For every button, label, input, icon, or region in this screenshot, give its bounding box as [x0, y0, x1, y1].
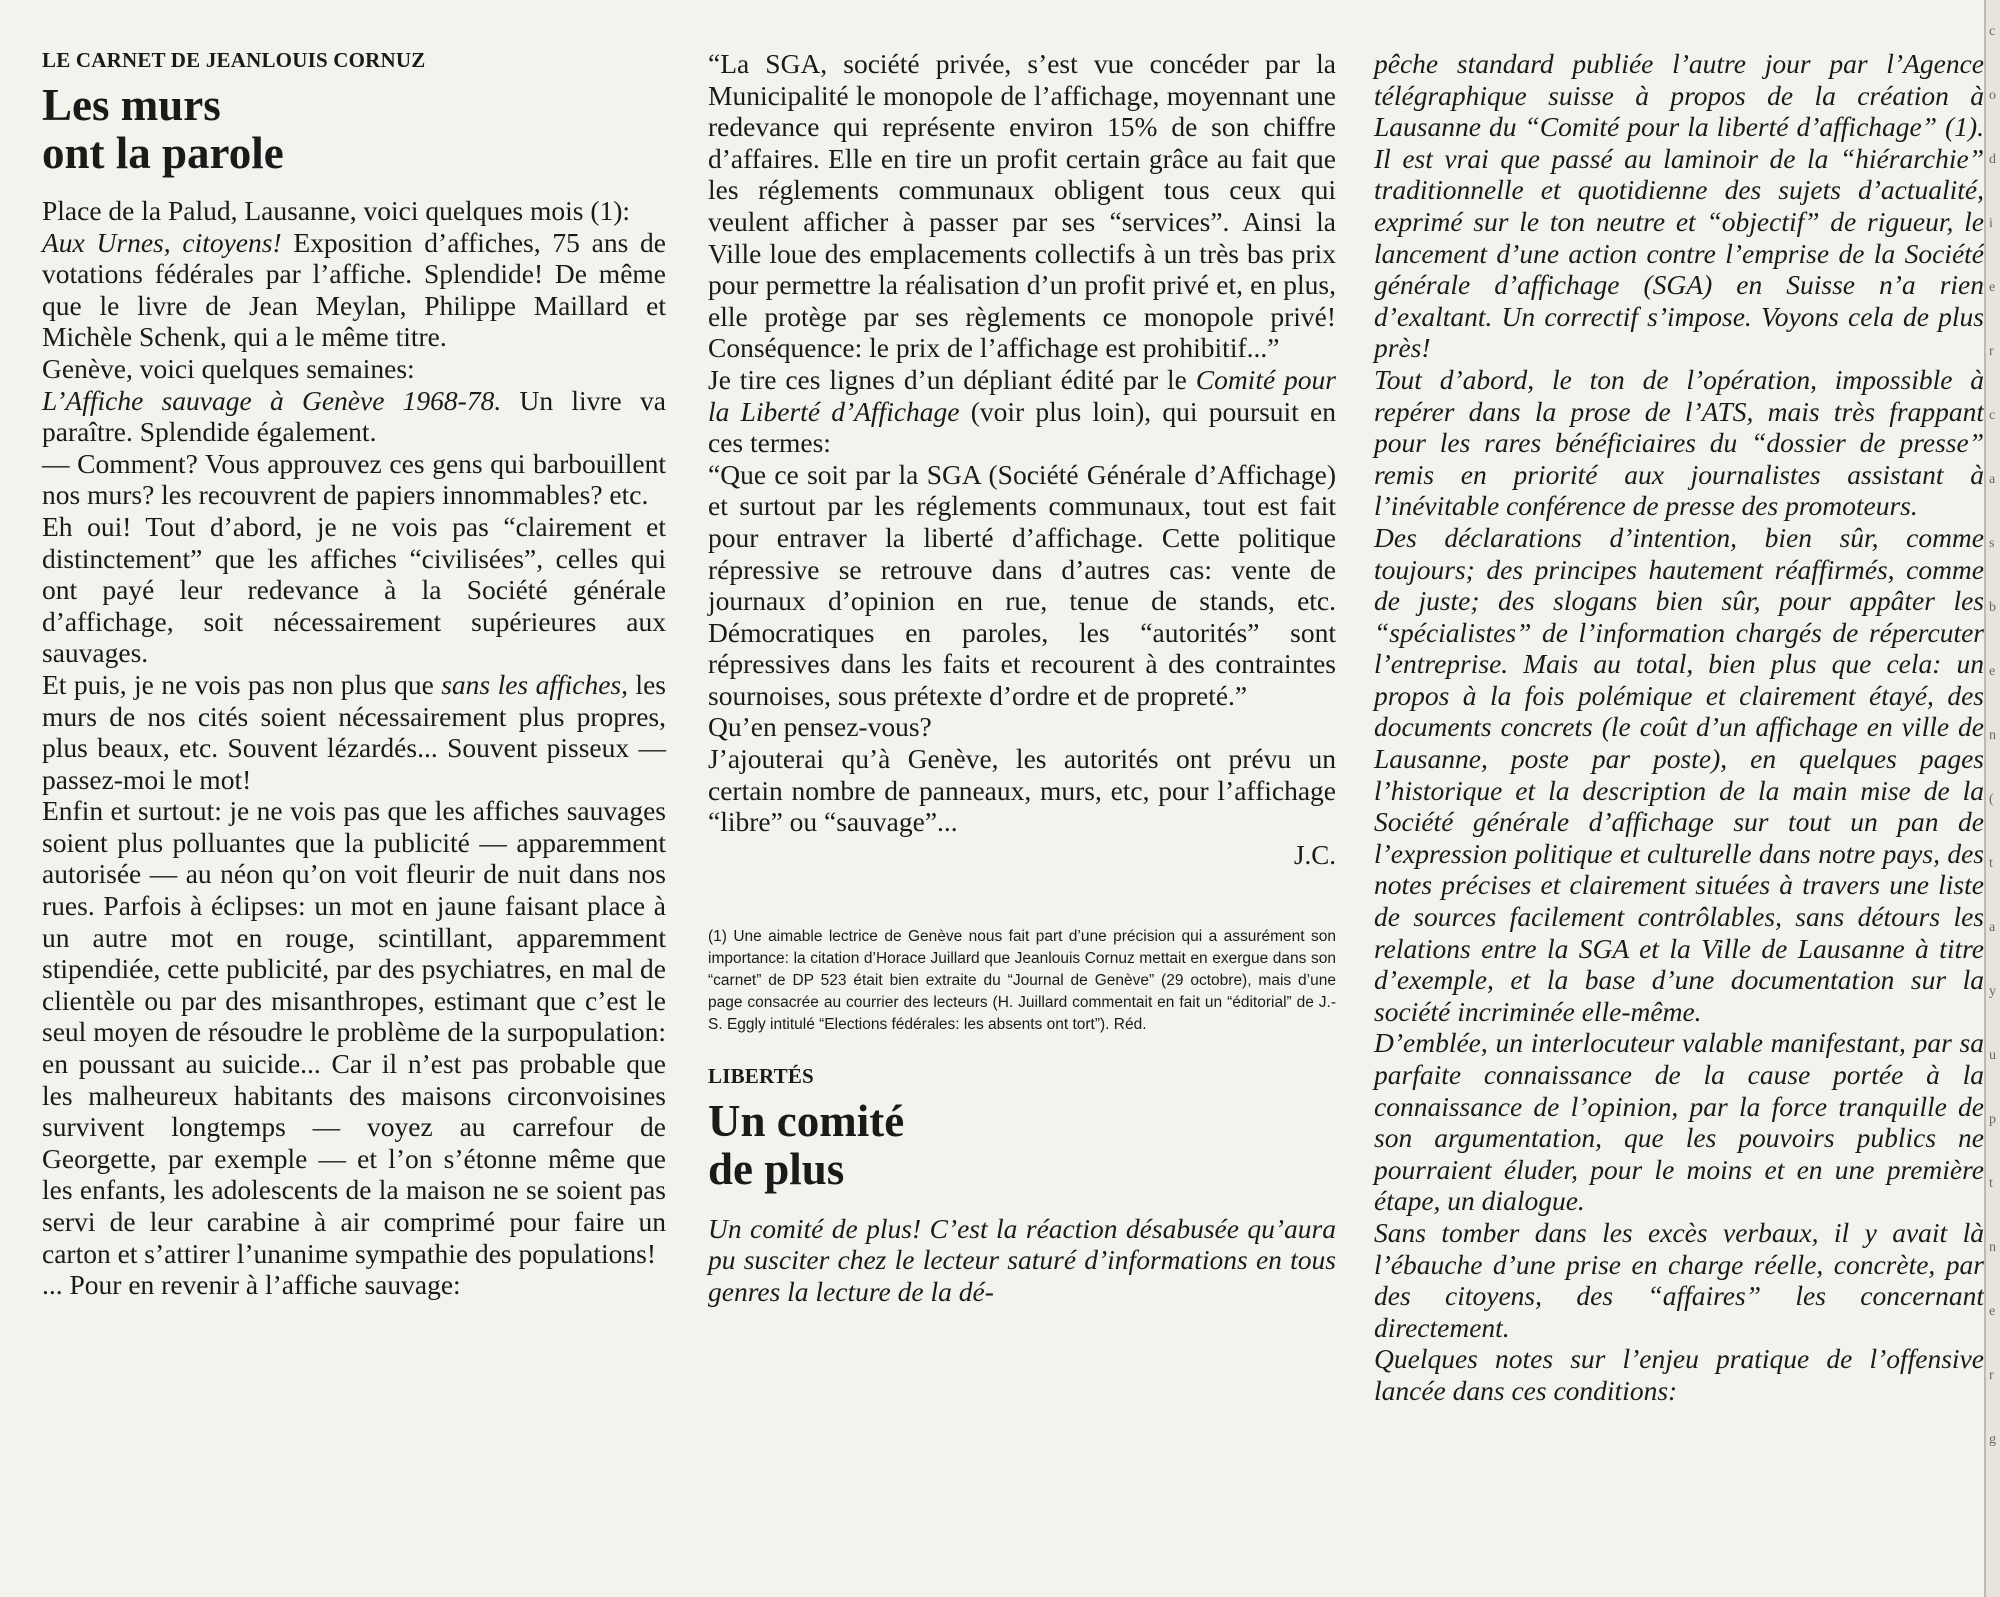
edge-mark: e: [1989, 280, 1996, 295]
edge-mark: (: [1989, 792, 1994, 807]
edge-mark: t: [1989, 856, 1993, 871]
edge-mark: d: [1989, 152, 1996, 167]
edge-mark: u: [1989, 1048, 1996, 1063]
paragraph: “Que ce soit par la SGA (Société Générale d’Affichage) et surtout par les réglements communaux, tout est fait pour entraver la liberté d’affichage. Cette politique répressive se retrouve dans d’autres cas: vente de journaux d’opinion en rue, tenue de stands, etc. Démocratiques en paroles, les “autorités” sont répressives dans les faits et recourent à des contraintes sournoises, sous prétexte d’ordre et de propreté.”: [708, 458, 1336, 711]
paragraph: Sans tomber dans les excès verbaux, il y avait là l’ébauche d’une prise en charge réelle, concrète, par des citoyens, des “affaires” les concernant directement.: [1374, 1216, 1984, 1343]
edge-mark: r: [1989, 344, 1994, 359]
paragraph: “La SGA, société privée, s’est vue concéder par la Municipalité le monopole de l’affichage, moyennant une redevance qui représente environ 15% de son chiffre d’affaires. Elle en tire un profit certain grâce au fait que les réglements communaux obligent tous ceux qui veulent afficher à passer par ses “services”. Ainsi la Ville loue des emplacements collectifs à un très bas prix pour permettre la réalisation d’un profit privé et, en plus, elle protège par ses règlements ce monopole privé! Conséquence: le prix de l’affichage est prohibitif...”: [708, 48, 1336, 364]
edge-mark: i: [1989, 216, 1993, 231]
edge-mark: n: [1989, 728, 1996, 743]
edge-mark: a: [1989, 920, 1996, 935]
paragraph: Aux Urnes, citoyens! Exposition d’affiches, 75 ans de votations fédérales par l’affiche. Splendide! De même que le livre de Jean Meylan, Philippe Maillard et Michèle Schenk, qui a le même titre.: [42, 226, 666, 353]
article2-title-line2: de plus: [708, 1143, 845, 1194]
article2-lead: Un comité de plus! C’est la réaction désabusée qu’aura pu susciter chez le lecteur saturé d’informations en tous genres la lecture de la dé-: [708, 1212, 1336, 1308]
article1-title-line1: Les murs: [42, 80, 221, 130]
article2-kicker: LIBERTÉS: [708, 1063, 814, 1088]
article1-kicker: LE CARNET DE JEANLOUIS CORNUZ: [42, 48, 426, 72]
edge-mark: c: [1989, 24, 1996, 39]
edge-mark: y: [1989, 984, 1996, 999]
article1-title: [42, 81, 666, 177]
edge-mark: g: [1989, 1432, 1996, 1447]
footnote: (1) Une aimable lectrice de Genève nous fait part d’une précision qui a assurément son importance: la citation d’Horace Juillard que Jeanlouis Cornuz mettait en exergue dans son “carnet” de DP 523 était bien extraite du “Journal de Genève” (29 octobre), mais d’une page consacrée au courrier des lecteurs (H. Juillard commentait en fait un “éditorial” de J.-S. Eggly intitulé “Elections fédérales: les absents ont tort”). Réd.: [708, 927, 1336, 1033]
article2-title-line1: Un comité: [708, 1095, 905, 1146]
column-3: [1374, 48, 1984, 1407]
edge-mark: a: [1989, 472, 1996, 487]
signature: J.C.: [1293, 839, 1336, 870]
edge-mark: b: [1989, 600, 1996, 615]
article1-title-line2: ont la parole: [42, 128, 284, 178]
paragraph: Eh oui! Tout d’abord, je ne vois pas “clairement et distinctement” que les affiches “civilisées”, celles qui ont payé leur redevance à la Société générale d’affichage, soit nécessairement supérieures aux sauvages.: [42, 510, 666, 669]
column-1: [42, 48, 666, 1301]
page-edge: [1984, 0, 2000, 1597]
paragraph: Quelques notes sur l’enjeu pratique de l’offensive lancée dans ces conditions:: [1374, 1343, 1984, 1406]
edge-mark: r: [1989, 1368, 1994, 1383]
paragraph: — Comment? Vous approuvez ces gens qui barbouillent nos murs? les recouvrent de papiers innommables? etc.: [42, 447, 666, 511]
paragraph: pêche standard publiée l’autre jour par l’Agence télégraphique suisse à propos de la création à Lausanne du “Comité pour la liberté d’affichage” (1). Il est vrai que passé au laminoir de la “hiérarchie” traditionnelle et quotidienne des sujets d’actualité, exprimé sur le ton neutre et “objectif” de rigueur, le lancement d’une action contre l’emprise de la Société générale d’affichage (SGA) en Suisse n’a rien d’exaltant. Un correctif s’impose. Voyons cela de plus près!: [1374, 48, 1984, 364]
edge-mark: o: [1989, 88, 1996, 103]
edge-mark: p: [1989, 1112, 1996, 1127]
paragraph: Enfin et surtout: je ne vois pas que les affiches sauvages soient plus polluantes que la publicité — apparemment autorisée — au néon qu’on voit fleurir de nuit dans nos rues. Parfois à éclipses: un mot en jaune faisant place à un autre mot en rouge, scintillant, apparemment stipendiée, cette publicité, par des psychiatres, en mal de clientèle ou par des misanthropes, estimant que c’est le seul moyen de résoudre le problème de la surpopulation: en poussant au suicide... Car il n’est pas probable que les malheureux habitants des maisons circonvoisines survivent longtemps — voyez au carrefour de Georgette, par exemple — et l’on s’étonne même que les enfants, les adolescents de la maison ne se soient pas servi de leur carabine à air comprimé pour faire un carton et s’attirer l’unanime sympathie des populations!: [42, 795, 666, 1269]
edge-mark: c: [1989, 408, 1996, 423]
paragraph: Des déclarations d’intention, bien sûr, comme toujours; des principes hautement réaffirmés, comme de juste; des slogans bien sûr, pour appâter les “spécialistes” de l’information chargés de répercuter l’entreprise. Mais au total, bien plus que cela: un propos à la fois polémique et clairement étayé, des documents concrets (le coût d’un affichage en ville de Lausanne, poste par poste), en quelques pages l’historique et la description de la main mise de la Société générale d’affichage sur tout un pan de l’expression politique et culturelle dans notre pays, des notes précises et clairement situées à travers une liste de sources facilement contrôlables, sans détours les relations entre la SGA et la Ville de Lausanne à titre d’exemple, et la base d’une documentation sur la société incriminée elle-même.: [1374, 521, 1984, 1027]
paragraph: Et puis, je ne vois pas non plus que sans les affiches, les murs de nos cités soient nécessairement plus propres, plus beaux, etc. Souvent lézardés... Souvent pisseux — passez-moi le mot!: [42, 668, 666, 795]
paragraph: Je tire ces lignes d’un dépliant édité par le Comité pour la Liberté d’Affichage (voir plus loin), qui poursuit en ces termes:: [708, 363, 1337, 459]
paragraph: Tout d’abord, le ton de l’opération, impossible à repérer dans la prose de l’ATS, mais très frappant pour les rares bénéficiaires du “dossier de presse” remis en priorité aux journalistes assistant à l’inévitable conférence de presse des promoteurs.: [1374, 363, 1984, 522]
paragraph: Place de la Palud, Lausanne, voici quelques mois (1):: [42, 195, 631, 226]
paragraph: Qu’en pensez-vous?: [708, 711, 932, 743]
column-2: [708, 48, 1336, 1308]
edge-mark: e: [1989, 1304, 1996, 1319]
edge-mark: s: [1989, 536, 1995, 551]
paragraph: D’emblée, un interlocuteur valable manifestant, par sa parfaite connaissance de la cause portée à la connaissance de l’opinion, par la force tranquille de son argumentation, que les pouvoirs publics ne pourraient éluder, pour le moins et en une première étape, un dialogue.: [1374, 1027, 1984, 1217]
edge-mark: e: [1989, 664, 1996, 679]
paragraph: J’ajouterai qu’à Genève, les autorités ont prévu un certain nombre de panneaux, murs, etc, pour l’affichage “libre” ou “sauvage”...: [708, 743, 1336, 838]
paragraph: L’Affiche sauvage à Genève 1968-78. Un livre va paraître. Splendide également.: [42, 384, 666, 448]
paragraph: ... Pour en revenir à l’affiche sauvage:: [42, 1269, 461, 1301]
edge-mark: t: [1989, 1176, 1993, 1191]
edge-mark: n: [1989, 1240, 1996, 1255]
paragraph: Genève, voici quelques semaines:: [42, 352, 415, 384]
article2-title: [708, 1097, 1336, 1193]
